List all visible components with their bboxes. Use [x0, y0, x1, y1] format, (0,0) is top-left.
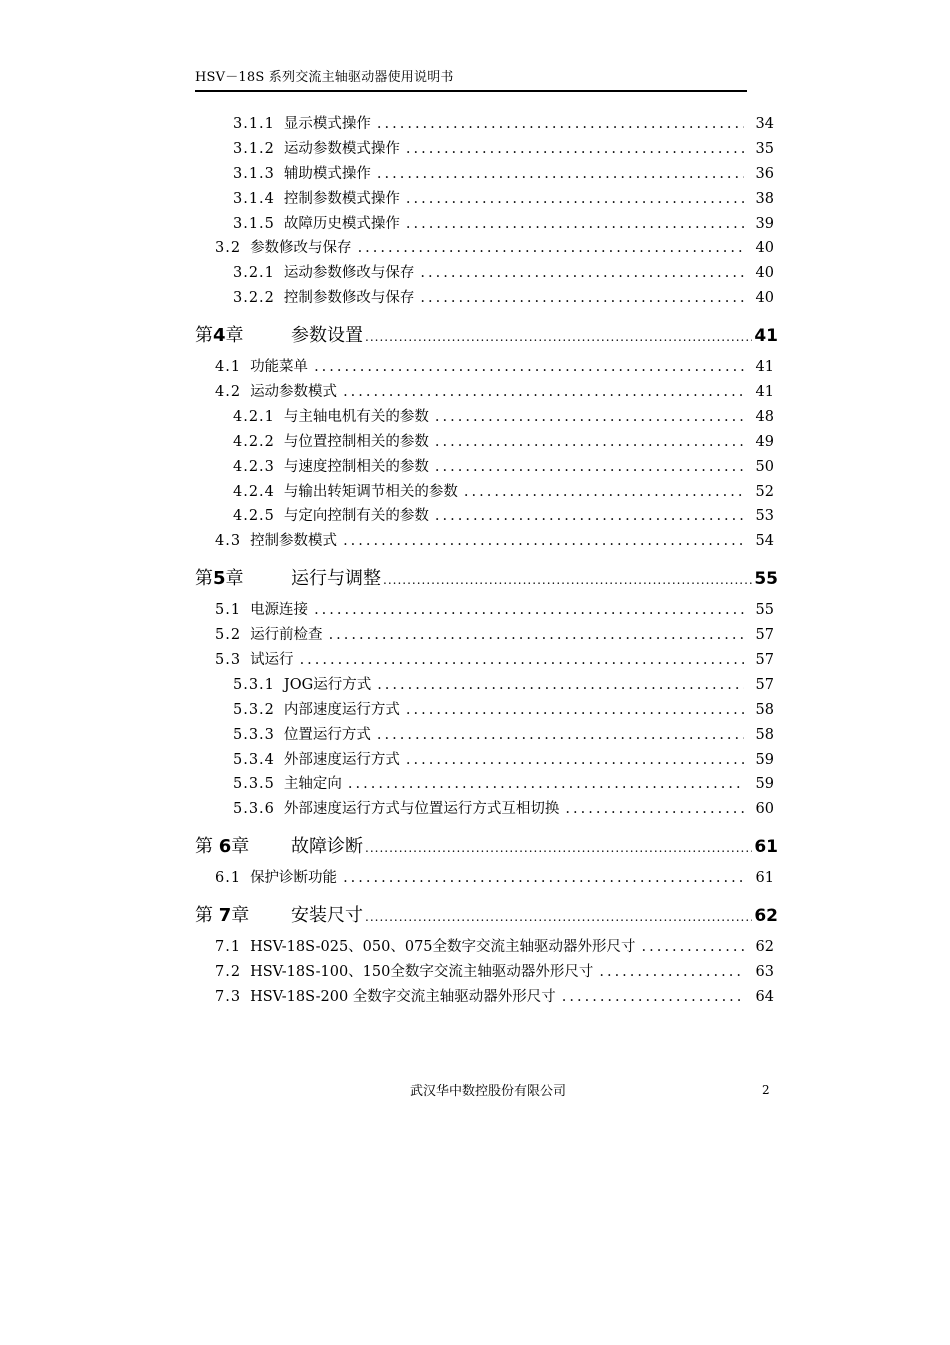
leader-dots	[435, 508, 744, 524]
page-number: 60	[755, 801, 774, 818]
leader-dots	[314, 602, 744, 618]
section-title: 控制参数模式操作	[283, 190, 400, 207]
section-title: 功能菜单	[250, 359, 309, 376]
toc-entry[interactable]	[195, 529, 780, 554]
chapter-title: 参数设置	[291, 325, 363, 347]
leader-dots	[377, 116, 744, 132]
section-title: 主轴定向	[283, 776, 342, 793]
toc-entry[interactable]	[195, 355, 780, 380]
section-title: 外部速度运行方式	[283, 751, 400, 768]
leader-dots	[343, 870, 744, 886]
leader-dots	[383, 573, 752, 587]
page-number: 61	[755, 870, 774, 887]
toc-entry[interactable]	[195, 504, 780, 529]
section-number: 3.2.2	[233, 290, 275, 307]
section-number: 4.2.3	[233, 458, 275, 475]
toc-entry[interactable]	[195, 673, 780, 698]
section-number: 3.1.4	[233, 190, 275, 207]
table-of-contents	[195, 112, 780, 1010]
leader-dots	[314, 359, 744, 375]
section-title: 运行前检查	[250, 627, 323, 644]
section-title: 外部速度运行方式与位置运行方式互相切换	[283, 801, 560, 818]
page-number: 55	[754, 569, 778, 590]
section-title: 参数修改与保存	[250, 240, 352, 257]
toc-entry[interactable]	[195, 935, 780, 960]
toc-entry[interactable]	[195, 797, 780, 822]
leader-dots	[406, 216, 744, 232]
leader-dots	[348, 776, 744, 792]
chapter-number: 第 6章	[195, 836, 250, 858]
leader-dots	[435, 434, 744, 450]
section-title: 与输出转矩调节相关的参数	[283, 483, 458, 500]
section-title: 与速度控制相关的参数	[283, 458, 429, 475]
page-number: 41	[755, 359, 774, 376]
page-number: 41	[754, 326, 778, 347]
leader-dots	[406, 191, 744, 207]
page-number: 40	[755, 240, 774, 257]
section-number: 7.1	[215, 939, 242, 956]
section-title: 控制参数模式	[250, 533, 338, 550]
leader-dots	[406, 702, 744, 718]
leader-dots	[420, 290, 744, 306]
toc-entry[interactable]	[195, 236, 780, 261]
leader-dots	[377, 727, 744, 743]
toc-entry[interactable]	[195, 112, 780, 137]
toc-entry[interactable]	[195, 648, 780, 673]
section-number: 5.3.3	[233, 726, 275, 743]
toc-entry[interactable]	[195, 286, 780, 311]
leader-dots	[599, 964, 744, 980]
section-number: 5.3.5	[233, 776, 275, 793]
section-title: HSV-18S-100、150全数字交流主轴驱动器外形尺寸	[250, 964, 594, 981]
toc-entry[interactable]	[195, 480, 780, 505]
chapter-title: 故障诊断	[291, 836, 363, 858]
leader-dots	[406, 752, 744, 768]
leader-dots	[329, 627, 744, 643]
toc-entry[interactable]	[195, 405, 780, 430]
section-title: 内部速度运行方式	[283, 701, 400, 718]
toc-chapter[interactable]	[195, 321, 780, 345]
page-header	[195, 66, 747, 92]
page-number: 61	[754, 837, 778, 858]
section-number: 4.2.2	[233, 433, 275, 450]
section-number: 3.1.3	[233, 165, 275, 182]
section-number: 4.2.4	[233, 483, 275, 500]
toc-entry[interactable]	[195, 380, 780, 405]
page-number: 34	[755, 116, 774, 132]
leader-dots	[420, 265, 744, 281]
section-number: 3.1.5	[233, 215, 275, 232]
leader-dots	[343, 533, 744, 549]
section-title: 与定向控制有关的参数	[283, 508, 429, 525]
section-title: 故障历史模式操作	[283, 215, 400, 232]
leader-dots	[642, 939, 744, 955]
leader-dots	[358, 240, 744, 256]
toc-entry[interactable]	[195, 455, 780, 480]
page-number: 54	[755, 533, 774, 550]
toc-chapter[interactable]	[195, 564, 780, 588]
section-number: 3.2	[215, 240, 242, 257]
section-title: 运动参数模式操作	[283, 140, 400, 157]
page-number: 40	[755, 265, 774, 282]
page-number: 62	[754, 906, 778, 927]
section-title: 运动参数修改与保存	[283, 265, 415, 282]
section-number: 5.3.2	[233, 701, 275, 718]
section-title: 辅助模式操作	[283, 165, 371, 182]
toc-entry[interactable]	[195, 137, 780, 162]
section-number: 5.1	[215, 602, 242, 619]
section-title: JOG运行方式	[283, 676, 372, 693]
leader-dots	[406, 141, 744, 157]
leader-dots	[300, 652, 744, 668]
toc-chapter[interactable]	[195, 832, 780, 856]
chapter-number: 第 7章	[195, 905, 250, 927]
page-number: 57	[755, 652, 774, 669]
page-number: 38	[755, 190, 774, 207]
page-number: 41	[755, 384, 774, 401]
toc-entry[interactable]	[195, 772, 780, 797]
section-number: 5.3	[215, 652, 242, 669]
leader-dots	[365, 330, 752, 344]
section-number: 5.3.6	[233, 801, 275, 818]
section-number: 5.3.1	[233, 676, 275, 693]
leader-dots	[365, 910, 752, 924]
page-number: 59	[755, 776, 774, 793]
section-title: 与主轴电机有关的参数	[283, 408, 429, 425]
toc-entry[interactable]	[195, 187, 780, 212]
toc-entry[interactable]	[195, 960, 780, 985]
page-number: 57	[755, 676, 774, 693]
leader-dots	[377, 677, 744, 693]
section-number: 4.2	[215, 384, 242, 401]
chapter-number: 第4章	[195, 325, 244, 347]
page-number: 57	[755, 627, 774, 644]
page-number: 58	[755, 726, 774, 743]
section-number: 4.1	[215, 359, 242, 376]
section-number: 4.2.1	[233, 408, 275, 425]
page-number: 40	[755, 290, 774, 307]
section-number: 4.2.5	[233, 508, 275, 525]
section-title: 与位置控制相关的参数	[283, 433, 429, 450]
toc-entry[interactable]	[195, 162, 780, 187]
chapter-title: 安装尺寸	[291, 905, 363, 927]
document-title: HSV－18S 系列交流主轴驱动器使用说明书	[195, 70, 454, 85]
section-title: 保护诊断功能	[250, 870, 338, 887]
page-number: 36	[755, 165, 774, 182]
leader-dots	[377, 166, 744, 182]
section-number: 4.3	[215, 533, 242, 550]
section-title: 位置运行方式	[283, 726, 371, 743]
page-number: 52	[755, 483, 774, 500]
leader-dots	[435, 459, 744, 475]
leader-dots	[464, 484, 744, 500]
leader-dots	[435, 409, 744, 425]
section-title: 显示模式操作	[283, 116, 371, 132]
page-number: 39	[755, 215, 774, 232]
leader-dots	[365, 841, 752, 855]
toc-entry[interactable]	[195, 430, 780, 455]
page-number: 35	[755, 140, 774, 157]
page-number: 48	[755, 408, 774, 425]
page-number: 62	[755, 939, 774, 956]
section-title: 试运行	[250, 652, 294, 669]
section-title: 电源连接	[250, 602, 309, 619]
toc-entry[interactable]	[195, 598, 780, 623]
section-number: 5.3.4	[233, 751, 275, 768]
page-number: 64	[755, 988, 774, 1005]
section-number: 7.3	[215, 988, 242, 1005]
chapter-title: 运行与调整	[291, 568, 381, 590]
chapter-number: 第5章	[195, 568, 244, 590]
toc-entry[interactable]	[195, 212, 780, 237]
toc-chapter[interactable]	[195, 901, 780, 925]
section-number: 3.1.2	[233, 140, 275, 157]
footer-page-number: 2	[762, 1083, 770, 1097]
toc-entry[interactable]	[195, 261, 780, 286]
page-number: 55	[755, 602, 774, 619]
page-number: 50	[755, 458, 774, 475]
section-title: HSV-18S-025、050、075全数字交流主轴驱动器外形尺寸	[250, 939, 636, 956]
section-title: 控制参数修改与保存	[283, 290, 415, 307]
section-number: 6.1	[215, 870, 242, 887]
section-number: 7.2	[215, 964, 242, 981]
section-number: 3.2.1	[233, 265, 275, 282]
page-number: 49	[755, 433, 774, 450]
toc-entry[interactable]	[195, 748, 780, 773]
leader-dots	[343, 384, 744, 400]
toc-entry[interactable]	[195, 985, 780, 1010]
page-number: 59	[755, 751, 774, 768]
toc-entry[interactable]	[195, 723, 780, 748]
leader-dots	[562, 989, 744, 1005]
toc-entry[interactable]	[195, 623, 780, 648]
toc-entry[interactable]	[195, 698, 780, 723]
leader-dots	[565, 801, 744, 817]
section-title: HSV-18S-200 全数字交流主轴驱动器外形尺寸	[250, 988, 556, 1005]
page-number: 63	[755, 964, 774, 981]
footer-company: 武汉华中数控股份有限公司	[410, 1084, 567, 1099]
section-number: 3.1.1	[233, 116, 275, 132]
section-number: 5.2	[215, 627, 242, 644]
page-number: 58	[755, 701, 774, 718]
toc-entry[interactable]	[195, 866, 780, 891]
section-title: 运动参数模式	[250, 384, 338, 401]
page-number: 53	[755, 508, 774, 525]
